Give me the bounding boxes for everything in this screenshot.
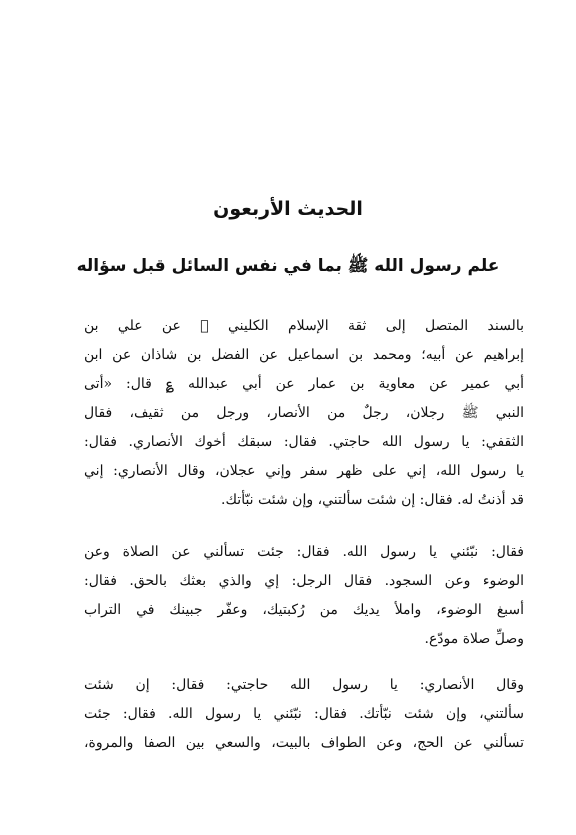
text-line: وقال الأنصاري: يا رسول الله حاجتي: فقال: إن شئت [84,677,524,693]
text-line: الثقفي: يا رسول الله حاجتي. فقال: سبقك أخوك الأنصاري. فقال: [84,434,524,450]
chapter-title: الحديث الأربعون [213,198,363,220]
text-line: وصلِّ صلاة مودّع. [424,631,524,647]
text-line: النبي ﷺ رجلان، رجلٌ من الأنصار، ورجل من ثقيف، فقال [84,405,524,421]
text-line: أبي عمير عن معاوية بن عمار عن أبي عبدالله ؏ قال: «أتى [84,376,524,392]
text-line: يا رسول الله، إني على ظهر سفر وإني عجلان، وقال الأنصاري: إني [84,463,524,479]
text-line: أسبغ الوضوء، واملأ يديك من رُكبتيك، وعفّر جبينك في التراب [84,602,524,618]
chapter-subtitle: علم رسول الله ﷺ بما في نفس السائل قبل سؤاله [76,256,500,276]
paragraph-3 [84,671,524,758]
text-line: بالسند المتصل إلى ثقة الإسلام الكليني ﷬ عن علي بن [84,318,524,334]
text-line: فقال: نبّئني يا رسول الله. فقال: جئت تسألني عن الصلاة وعن [84,544,524,560]
paragraph-2 [84,538,524,654]
text-line: الوضوء وعن السجود. فقال الرجل: إي والذي بعثك بالحق. فقال: [84,573,524,589]
text-line: إبراهيم عن أبيه؛ ومحمد بن اسماعيل عن الفضل بن شاذان عن ابن [84,347,524,363]
text-line: قد أذنتُ له. فقال: إن شئت سألتني، وإن شئت نبّأتك. [221,492,524,508]
text-line: سألتني، وإن شئت نبّأتك. فقال: نبّئني يا رسول الله. فقال: جئت [84,706,524,722]
paragraph-1 [84,312,524,515]
text-line: تسألني عن الحج، وعن الطواف بالبيت، والسعي بين الصفا والمروة، [84,735,524,751]
